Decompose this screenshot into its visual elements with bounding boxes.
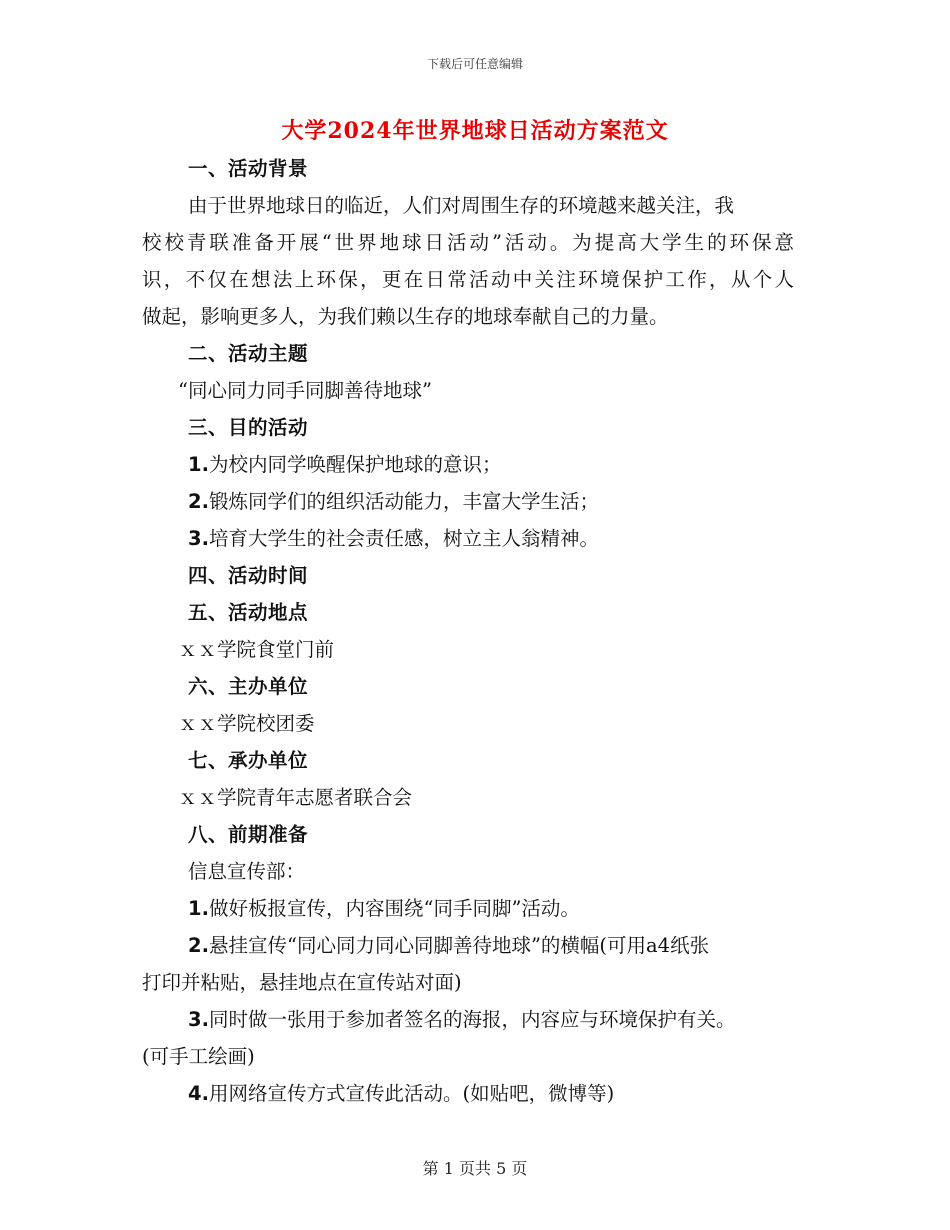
list-item bbox=[188, 927, 709, 964]
list-item bbox=[188, 1075, 614, 1112]
organizer-text: ｘｘ学院校团委 bbox=[178, 712, 315, 735]
list-text: 用网络宣传方式宣传此活动。(如贴吧，微博等) bbox=[208, 1082, 615, 1105]
location-text: ｘｘ学院食堂门前 bbox=[178, 638, 335, 661]
list-item-continuation: 打印并粘贴，悬挂地点在宣传站对面) bbox=[142, 971, 462, 994]
paragraph-line: 校校青联准备开展“世界地球日活动”活动。为提高大学生的环保意 bbox=[142, 231, 794, 254]
section-heading-background: 一、活动背景 bbox=[188, 157, 309, 180]
list-number: 2. bbox=[188, 934, 209, 957]
page-footer: 第 1 页共 5 页 bbox=[422, 1159, 528, 1178]
paragraph-line: 由于世界地球日的临近，人们对周围生存的环境越来越关注，我 bbox=[188, 194, 735, 217]
header-note: 下载后可任意编辑 bbox=[426, 57, 523, 71]
document-title: 大学2024年世界地球日活动方案范文 bbox=[281, 118, 669, 144]
list-text: 培育大学生的社会责任感，树立主人翁精神。 bbox=[208, 527, 599, 550]
list-text: 为校内同学唤醒保护地球的意识； bbox=[208, 453, 502, 476]
list-number: 3. bbox=[188, 527, 209, 550]
list-number: 4. bbox=[188, 1082, 209, 1105]
section-heading-host: 七、承办单位 bbox=[188, 749, 309, 772]
list-item bbox=[188, 483, 599, 520]
list-text: 悬挂宣传“同心同力同心同脚善待地球”的横幅(可用a4纸张 bbox=[208, 934, 710, 957]
paragraph-line: 做起，影响更多人，为我们赖以生存的地球奉献自己的力量。 bbox=[142, 305, 669, 328]
theme-text: “同心同力同手同脚善待地球” bbox=[178, 379, 432, 402]
paragraph-line: 识，不仅在想法上环保，更在日常活动中关注环境保护工作，从个人 bbox=[142, 268, 794, 291]
list-number: 1. bbox=[188, 453, 209, 476]
section-heading-purpose: 三、目的活动 bbox=[188, 416, 309, 439]
section-heading-theme: 二、活动主题 bbox=[188, 342, 309, 365]
section-heading-organizer: 六、主办单位 bbox=[188, 675, 309, 698]
list-number: 3. bbox=[188, 1008, 209, 1031]
section-heading-time: 四、活动时间 bbox=[188, 564, 309, 587]
list-item bbox=[188, 1001, 736, 1038]
host-text: ｘｘ学院青年志愿者联合会 bbox=[178, 786, 413, 809]
list-number: 1. bbox=[188, 897, 209, 920]
list-text: 做好板报宣传，内容围绕“同手同脚”活动。 bbox=[208, 897, 580, 920]
list-text: 锻炼同学们的组织活动能力，丰富大学生活； bbox=[208, 490, 599, 513]
list-item bbox=[188, 446, 502, 483]
section-heading-location: 五、活动地点 bbox=[188, 601, 309, 624]
list-number: 2. bbox=[188, 490, 209, 513]
section-heading-preparation: 八、前期准备 bbox=[188, 823, 309, 846]
list-text: 同时做一张用于参加者签名的海报，内容应与环境保护有关。 bbox=[208, 1008, 736, 1031]
list-item bbox=[188, 520, 599, 557]
list-item-continuation: (可手工绘画) bbox=[142, 1045, 255, 1068]
subsection-label: 信息宣传部： bbox=[188, 860, 306, 883]
list-item bbox=[188, 890, 580, 927]
